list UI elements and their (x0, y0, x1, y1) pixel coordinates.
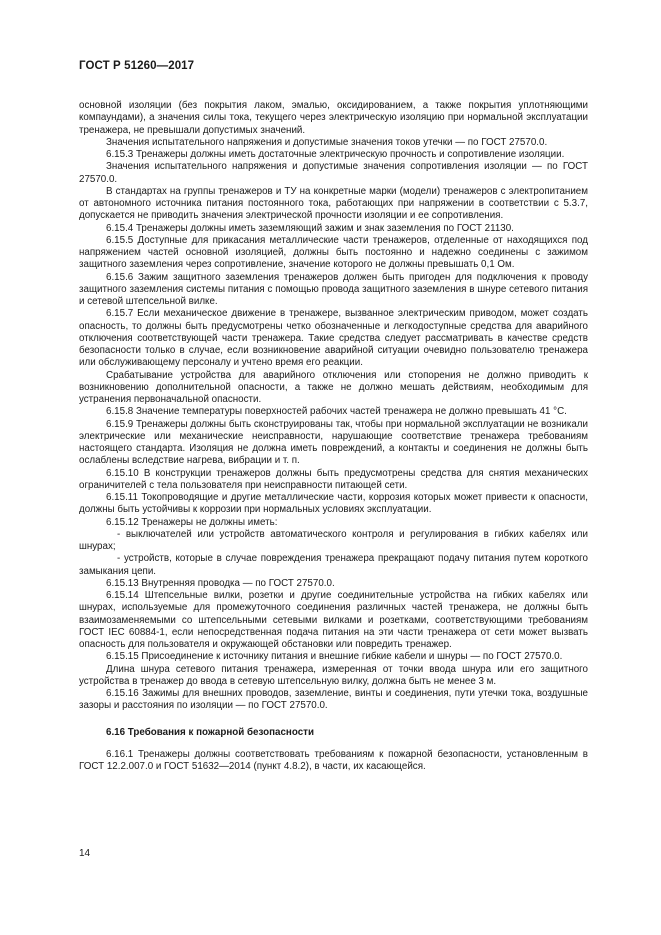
paragraph: В стандартах на группы тренажеров и ТУ на конкретные марки (модели) тренажеров с электропитанием от автономного источника питания постоянного тока, работающих при напряжении в соответствии с 5.3.7, допускается не приводить значения электрической прочности изоляции и ее сопротивления. (79, 185, 588, 222)
section-paragraph: 6.16.1 Тренажеры должны соответствовать требованиям к пожарной безопасности, установленным в ГОСТ 12.2.007.0 и ГОСТ 51632—2014 (пункт 4.8.2), в части, их касающейся. (79, 748, 588, 772)
paragraph: 6.15.10 В конструкции тренажеров должны быть предусмотрены средства для снятия механических ограничителей с тела пользователя при неисправности питающей сети. (79, 467, 588, 491)
paragraph: - выключателей или устройств автоматического контроля и регулирования в гибких кабелях или шнурах; (79, 528, 588, 552)
page-number: 14 (79, 848, 91, 859)
paragraph: 6.15.6 Зажим защитного заземления тренажеров должен быть пригоден для подключения к проводу защитного заземления системы питания с помощью провода защитного заземления в шнуре сетевого питания и сетевой штепсельной вилке. (79, 271, 588, 307)
paragraph: Значения испытательного напряжения и допустимые значения сопротивления изоляции — по ГОСТ 27570.0. (79, 161, 588, 185)
paragraph: 6.15.4 Тренажеры должны иметь заземляющий зажим и знак заземления по ГОСТ 21130. (106, 222, 514, 234)
paragraph-list (79, 100, 588, 713)
paragraph: 6.15.15 Присоединение к источнику питания и внешние гибкие кабели и шнуры — по ГОСТ 27570.0. (106, 651, 563, 663)
paragraph: 6.15.9 Тренажеры должны быть сконструированы так, чтобы при нормальной эксплуатации не возникали электрические или механические неисправности, нарушающие соответствие тренажера требованиям настоящего стандарта. Изоляция не должна иметь повреждений, а контакты и соединения не должны быть ослаблены вследствие нагрева, вибрации и т. п. (79, 418, 588, 467)
paragraph: 6.15.7 Если механическое движение в тренажере, вызванное электрическим приводом, может создать опасность, то должны быть предусмотрены четко обозначенные и легкодоступные средства для аварийного отключения соответствующей части тренажера. Такие средства следует рассматривать в качестве средств безопасности только в случае, если возникновение аварийной ситуации очевидно пользователю тренажера или обслуживающему персоналу и учтено время его реакции. (79, 308, 588, 369)
paragraph: основной изоляции (без покрытия лаком, эмалью, оксидированием, а также покрытия уплотняющими компаундами), а значения силы тока, текущего через электрическую изоляцию при нормальной эксплуатации тренажера, не превышали допустимых значений. (79, 100, 588, 136)
paragraph: 6.15.3 Тренажеры должны иметь достаточные электрическую прочность и сопротивление изоляции. (106, 149, 565, 160)
paragraph: Значения испытательного напряжения и допустимые значения токов утечки — по ГОСТ 27570.0. (106, 136, 548, 148)
document-header: ГОСТ Р 51260—2017 (79, 60, 195, 72)
paragraph: 6.15.12 Тренажеры не должны иметь: (106, 516, 278, 528)
document-body (79, 100, 588, 773)
paragraph: 6.15.11 Токопроводящие и другие металлические части, коррозия которых может привести к опасности, должны быть устойчивы к коррозии при нормальных условиях эксплуатации. (79, 492, 588, 516)
paragraph: - устройств, которые в случае повреждения тренажера прекращают подачу питания путем короткого замыкания цепи. (79, 553, 588, 577)
paragraph: 6.15.14 Штепсельные вилки, розетки и другие соединительные устройства на гибких кабелях или шнурах, используемые для промежуточного соединения различных частей тренажера, не должны быть взаимозаменяемыми со штепсельными сетевыми вилками и розетками, соответствующими требованиям ГОСТ IEC 60884-1, если непосредственная подача питания на эти части тренажера от сети может вызвать опасность для пользователя и окружающей обстановки или повредить тренажер. (79, 590, 588, 650)
paragraph: 6.15.16 Зажимы для внешних проводов, заземление, винты и соединения, пути утечки тока, воздушные зазоры и расстояния по изоляции — по ГОСТ 27570.0. (79, 688, 588, 712)
paragraph: 6.15.13 Внутренняя проводка — по ГОСТ 27570.0. (106, 577, 335, 589)
paragraph: Длина шнура сетевого питания тренажера, измеренная от точки ввода шнура или его защитного устройства в тренажер до ввода в сетевую штепсельную вилку, должна быть не менее 3 м. (79, 663, 588, 687)
paragraph: 6.15.8 Значение температуры поверхностей рабочих частей тренажера не должно превышать 41 °С. (106, 406, 567, 418)
section-title: 6.16 Требования к пожарной безопасности (106, 726, 314, 738)
paragraph: Срабатывание устройства для аварийного отключения или стопорения не должно приводить к возникновению дополнительной опасности, а также не должно мешать действиям, необходимым для устранения первоначальной опасности. (79, 369, 588, 405)
paragraph: 6.15.5 Доступные для прикасания металлические части тренажеров, отделенные от находящихся под напряжением частей основной изоляцией, должны быть постоянно и надежно соединены с зажимом защитного заземления через сопротивление, значение которого не должны превышать 0,1 Ом. (79, 234, 588, 271)
